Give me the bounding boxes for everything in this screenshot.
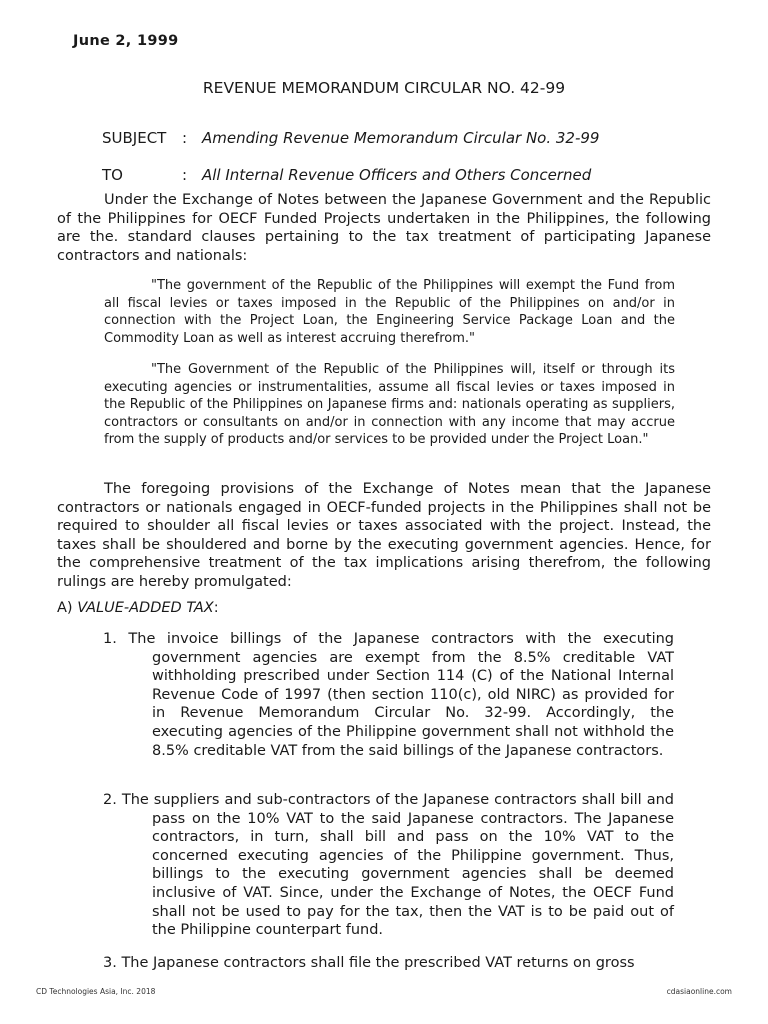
footer-site: cdasiaonline.com bbox=[666, 987, 732, 996]
section-a-prefix: A) bbox=[57, 600, 73, 616]
quote-paragraph-2: "The Government of the Republic of the Philippines will, itself or through its executing agencies or instrumentalities, assume all fiscal levies or taxes imposed in the Republic of the Philippines on Japanese firms and: nationals operating as suppliers, contractors or consultants on and/or in connection with any income that may accrue from the supply of products and/or services to be provided under the Project Loan." bbox=[104, 362, 675, 447]
section-a-colon: : bbox=[213, 600, 219, 616]
foregoing-paragraph: The foregoing provisions of the Exchange of Notes mean that the Japanese contractors or nationals engaged in OECF-funded projects in the Philippines shall not be required to shoulder all fiscal levies or taxes associated with the project. Instead, the taxes shall be shouldered and borne by the executing government agencies. Hence, for the comprehensive treatment of the tax implications arising therefrom, the following rulings are hereby promulgated: bbox=[57, 481, 711, 590]
subject-label: SUBJECT bbox=[102, 129, 167, 147]
to-value: All Internal Revenue Officers and Others Concerned bbox=[202, 166, 592, 184]
list-item-text: 3. The Japanese contractors shall file the prescribed VAT returns on gross bbox=[103, 955, 635, 971]
document-date: June 2, 1999 bbox=[73, 33, 179, 49]
subject-row bbox=[102, 129, 599, 147]
to-label: TO bbox=[102, 166, 123, 184]
list-item-text: 1. The invoice billings of the Japanese contractors with the executing government agencies are exempt from the 8.5% creditable VAT withholding prescribed under Section 114 (C) of the National Internal Revenue Code of 1997 (then section 110(c), old NIRC) as provided for in Revenue Memorandum Circular No. 32-99. Accordingly, the executing agencies of the Philippine government shall not withhold the 8.5% creditable VAT from the said billings of the Japanese contractors. bbox=[103, 631, 674, 759]
to-row bbox=[102, 166, 591, 184]
list-item bbox=[103, 791, 674, 940]
list-item bbox=[103, 630, 674, 760]
subject-separator: : bbox=[182, 129, 188, 147]
intro-paragraph: Under the Exchange of Notes between the Japanese Government and the Republic of the Philippines for OECF Funded Projects undertaken in the Philippines, the following are the. standard clauses pertaining to the tax treatment of participating Japanese contractors and nationals: bbox=[57, 192, 711, 264]
section-a-heading bbox=[57, 600, 219, 616]
footer-copyright: CD Technologies Asia, Inc. 2018 bbox=[36, 987, 156, 996]
list-item bbox=[103, 954, 674, 973]
section-a-title: VALUE-ADDED TAX bbox=[77, 600, 214, 616]
list-item-text: 2. The suppliers and sub-contractors of the Japanese contractors shall bill and pass on the 10% VAT to the said Japanese contractors. The Japanese contractors, in turn, shall bill and pass on the 10% VAT to the concerned executing agencies of the Philippine government. Thus, billings to the executing government agencies shall be deemed inclusive of VAT. Since, under the Exchange of Notes, the OECF Fund shall not be used to pay for the tax, then the VAT is to be paid out of the Philippine counterpart fund. bbox=[103, 792, 674, 939]
quote-paragraph-1: "The government of the Republic of the Philippines will exempt the Fund from all fiscal levies or taxes imposed in the Republic of the Philippines on and/or in connection with the Project Loan, the Engineering Service Package Loan and the Commodity Loan as well as interest accruing therefrom." bbox=[104, 278, 675, 346]
document-title: REVENUE MEMORANDUM CIRCULAR NO. 42-99 bbox=[202, 79, 566, 97]
to-separator: : bbox=[182, 166, 188, 184]
subject-value: Amending Revenue Memorandum Circular No. 32-99 bbox=[202, 129, 600, 147]
